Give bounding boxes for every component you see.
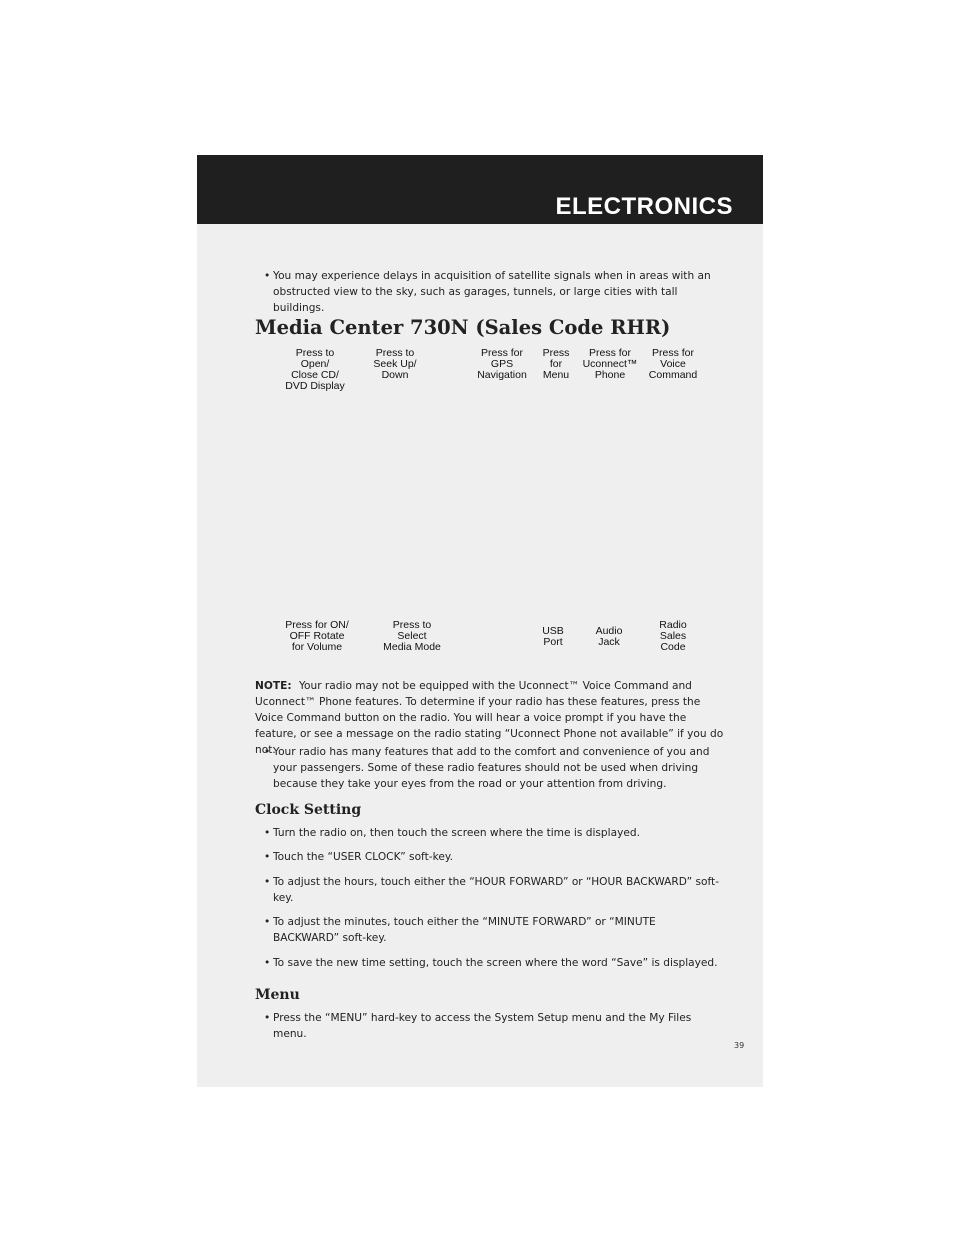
callout-uconnect-phone: Press for Uconnect™ Phone bbox=[582, 347, 638, 381]
manual-page bbox=[197, 155, 763, 1087]
page-number: 39 bbox=[734, 1041, 745, 1050]
menu-bullet: • Press the “MENU” hard-key to access the System Setup menu and the My Files menu. bbox=[273, 1010, 723, 1042]
clock-setting-heading: Clock Setting bbox=[255, 802, 362, 818]
callout-on-off-volume: Press for ON/ OFF Rotate for Volume bbox=[285, 619, 349, 653]
callout-media-mode: Press to Select Media Mode bbox=[383, 619, 441, 653]
section-title: ELECTRONICS bbox=[555, 193, 733, 220]
clock-bullet: • To save the new time setting, touch the screen where the word “Save” is displayed. bbox=[273, 955, 723, 971]
note-text: Your radio may not be equipped with the Uconnect™ Voice Command and Uconnect™ Phone features. To determine if your radio has these features, press the Voice Command button on the radio. You will hear a voice prompt if you have the feature, or see a message on the radio stating “Uconnect Phone not available” if you do not. bbox=[255, 680, 724, 756]
callout-voice-command: Press for Voice Command bbox=[648, 347, 698, 381]
callout-gps: Press for GPS Navigation bbox=[477, 347, 527, 381]
callout-usb-port: USB Port bbox=[542, 625, 564, 648]
callout-seek: Press to Seek Up/ Down bbox=[373, 347, 417, 381]
clock-bullet: • Turn the radio on, then touch the screen where the time is displayed. bbox=[273, 825, 723, 841]
menu-heading: Menu bbox=[255, 987, 300, 1003]
clock-bullet: • To adjust the minutes, touch either the “MINUTE FORWARD” or “MINUTE BACKWARD” soft-key. bbox=[273, 914, 723, 946]
radio-diagram bbox=[197, 155, 763, 1087]
callout-open-close-cd: Press to Open/ Close CD/ DVD Display bbox=[285, 347, 345, 392]
page-content bbox=[197, 155, 763, 1087]
clock-bullet: • Touch the “USER CLOCK” soft-key. bbox=[273, 849, 723, 865]
callout-audio-jack: Audio Jack bbox=[595, 625, 623, 648]
media-center-heading: Media Center 730N (Sales Code RHR) bbox=[255, 316, 671, 339]
callout-radio-sales-code: Radio Sales Code bbox=[659, 619, 687, 653]
intro-bullet: • You may experience delays in acquisition of satellite signals when in areas with an obstructed view to the sky, such as garages, tunnels, or large cities with tall buildings. bbox=[273, 268, 723, 316]
clock-bullet: • To adjust the hours, touch either the “HOUR FORWARD” or “HOUR BACKWARD” soft-key. bbox=[273, 874, 723, 906]
radio-features-bullet: • Your radio has many features that add to the comfort and convenience of you and your passengers. Some of these radio features should not be used when driving because they take your eyes from the road or your attention from driving. bbox=[273, 744, 723, 792]
callout-menu: Press for Menu bbox=[542, 347, 570, 381]
note-label: NOTE: bbox=[255, 680, 292, 692]
